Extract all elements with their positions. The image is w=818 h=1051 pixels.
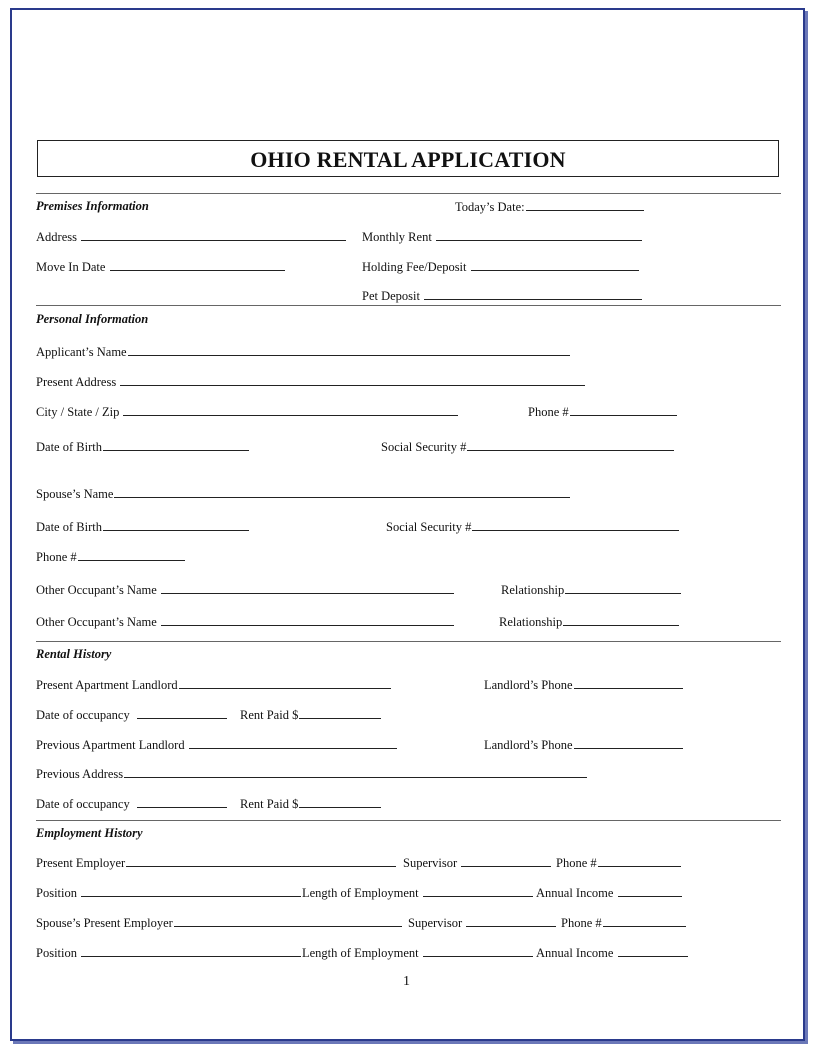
divider [36, 305, 781, 306]
other-occupant-name-field-1[interactable]: Other Occupant’s Name [36, 582, 454, 597]
page-number: 1 [403, 974, 410, 989]
page-title: OHIO RENTAL APPLICATION [250, 147, 566, 172]
landlords-phone-field-1[interactable]: Landlord’s Phone [484, 677, 683, 692]
previous-address-field[interactable]: Previous Address [36, 766, 587, 781]
spouse-phone-field[interactable]: Phone # [36, 549, 185, 564]
employer-phone-field-2[interactable]: Phone # [561, 915, 686, 930]
date-of-occupancy-field-1[interactable]: Date of occupancy [36, 707, 227, 722]
social-security-field[interactable]: Social Security # [381, 439, 674, 454]
other-occupant-name-field-2[interactable]: Other Occupant’s Name [36, 614, 454, 629]
address-field[interactable]: Address [36, 229, 346, 244]
supervisor-field-2[interactable]: Supervisor [408, 915, 556, 930]
supervisor-field-1[interactable]: Supervisor [403, 855, 551, 870]
length-of-employment-field-2[interactable]: Length of Employment [302, 945, 533, 960]
previous-landlord-field[interactable]: Previous Apartment Landlord [36, 737, 397, 752]
position-field-1[interactable]: Position [36, 885, 301, 900]
relationship-field-2[interactable]: Relationship [499, 614, 679, 629]
length-of-employment-field-1[interactable]: Length of Employment [302, 885, 533, 900]
pet-deposit-field[interactable]: Pet Deposit [362, 288, 642, 303]
section-personal: Personal Information [36, 312, 149, 326]
title-box [37, 140, 779, 177]
todays-date-field[interactable]: Today’s Date: [455, 199, 644, 214]
section-employment: Employment History [36, 826, 143, 840]
monthly-rent-field[interactable]: Monthly Rent [362, 229, 642, 244]
position-field-2[interactable]: Position [36, 945, 301, 960]
rent-paid-field-1[interactable]: Rent Paid $ [240, 707, 381, 722]
city-state-zip-field[interactable]: City / State / Zip [36, 404, 458, 419]
annual-income-field-1[interactable]: Annual Income [536, 885, 682, 900]
spouses-employer-field[interactable]: Spouse’s Present Employer [36, 915, 402, 930]
employer-phone-field-1[interactable]: Phone # [556, 855, 681, 870]
landlords-phone-field-2[interactable]: Landlord’s Phone [484, 737, 683, 752]
divider [36, 193, 781, 194]
spouse-social-security-field[interactable]: Social Security # [386, 519, 679, 534]
date-of-occupancy-field-2[interactable]: Date of occupancy [36, 796, 227, 811]
present-address-field[interactable]: Present Address [36, 374, 585, 389]
present-employer-field[interactable]: Present Employer [36, 855, 396, 870]
rent-paid-field-2[interactable]: Rent Paid $ [240, 796, 381, 811]
spouse-date-of-birth-field[interactable]: Date of Birth [36, 519, 249, 534]
relationship-field-1[interactable]: Relationship [501, 582, 681, 597]
phone-field[interactable]: Phone # [528, 404, 677, 419]
move-in-date-field[interactable]: Move In Date [36, 259, 285, 274]
divider [36, 641, 781, 642]
section-premises: Premises Information [36, 199, 149, 213]
date-of-birth-field[interactable]: Date of Birth [36, 439, 249, 454]
applicants-name-field[interactable]: Applicant’s Name [36, 344, 570, 359]
holding-fee-field[interactable]: Holding Fee/Deposit [362, 259, 639, 274]
annual-income-field-2[interactable]: Annual Income [536, 945, 688, 960]
section-rental: Rental History [36, 647, 112, 661]
divider [36, 820, 781, 821]
present-landlord-field[interactable]: Present Apartment Landlord [36, 677, 391, 692]
spouses-name-field[interactable]: Spouse’s Name [36, 486, 570, 501]
